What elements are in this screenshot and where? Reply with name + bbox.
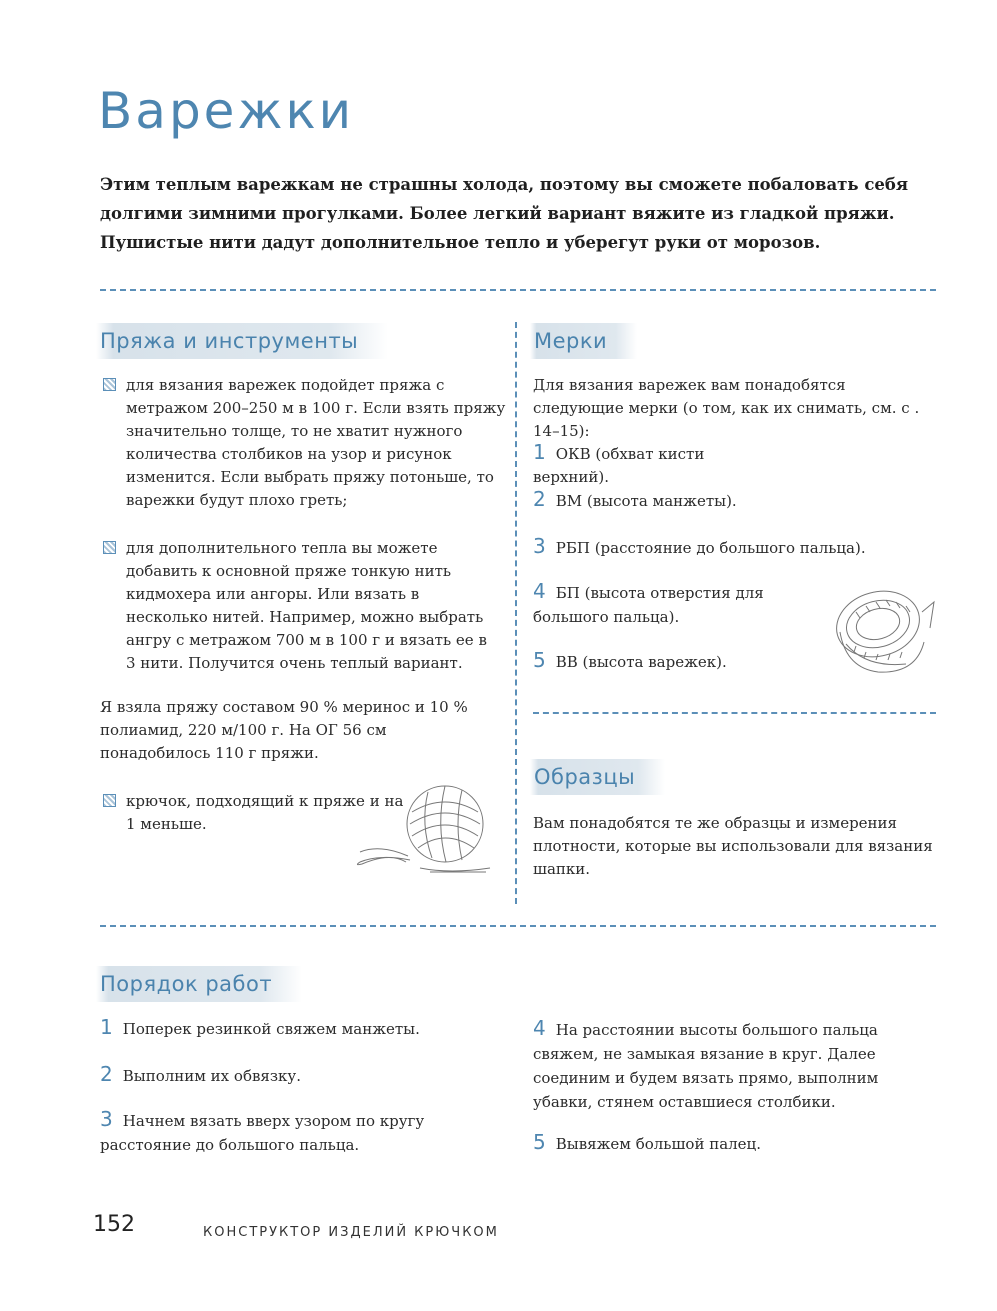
samples-text: Вам понадобятся те же образцы и измерения плотности, которые вы использовали для вязания шапки. — [533, 814, 933, 878]
step-text: Поперек резинкой свяжем манжеты. — [122, 1020, 420, 1038]
step-text: Начнем вязать вверх узором по кругу расстояние до большого пальца. — [100, 1112, 425, 1154]
yarn-bullet-2: для дополнительного тепла вы можете добавить к основной пряже тонкую нить кидмохера или ангоры. Или вязать в несколько нитей. Например, можно выбрать ангру с метражом 700 м в 100 г и вязать ее в 3 нити. Получится очень теплый вариант. — [126, 539, 487, 672]
measure-item — [533, 580, 783, 629]
page-title: Варежки — [98, 82, 355, 140]
measure-text: РБП (расстояние до большого пальца). — [555, 539, 866, 557]
intro-paragraph: Этим теплым варежкам не страшны холода, поэтому вы сможете побаловать себя долгими зимними прогулками. Более легкий вариант вяжите из гладкой пряжи. Пушистые нити дадут дополнительное тепло и уберегут руки от морозов. — [100, 175, 909, 252]
order-heading: Порядок работ — [96, 966, 302, 1002]
measure-text: ВМ (высота манжеты). — [555, 492, 737, 510]
measuring-tape-illustration — [826, 572, 938, 684]
yarn-note: Я взяла пряжу составом 90 % меринос и 10 % полиамид, 220 м/100 г. На ОГ 56 см понадобилось 110 г пряжи. — [100, 698, 468, 762]
samples-heading: Образцы — [530, 759, 665, 795]
book-title: КОНСТРУКТОР ИЗДЕЛИЙ КРЮЧКОМ — [203, 1225, 499, 1240]
yarn-bullet-1: для вязания варежек подойдет пряжа с метражом 200–250 м в 100 г. Если взять пряжу значительно толще, то не хватит нужного количества столбиков на узор и рисунок изменится. Если выбрать пряжу потоньше, то варежки будут плохо греть; — [126, 376, 506, 509]
column-divider — [515, 322, 517, 904]
measure-item — [533, 440, 783, 489]
measure-item — [533, 534, 913, 560]
order-step — [533, 1017, 923, 1114]
measure-item — [533, 648, 783, 674]
order-step — [100, 1108, 500, 1157]
step-number: 3 — [100, 1107, 113, 1131]
measure-number: 5 — [533, 648, 546, 672]
measures-intro: Для вязания варежек вам понадобятся следующие мерки (о том, как их снимать, см. с . 14–15): — [533, 376, 920, 440]
measure-item — [533, 487, 823, 513]
yarn-ball-illustration — [350, 772, 500, 884]
divider-top — [100, 289, 936, 291]
measure-text: ВВ (высота варежек). — [555, 653, 727, 671]
order-step — [100, 1062, 500, 1088]
measure-number: 2 — [533, 487, 546, 511]
measures-heading: Мерки — [530, 323, 637, 359]
yarn-heading: Пряжа и инструменты — [96, 323, 388, 359]
measure-text: ОКВ (обхват кисти верхний). — [533, 445, 705, 486]
step-number: 1 — [100, 1015, 113, 1039]
bullet-square-icon — [103, 378, 116, 391]
order-step — [100, 1015, 500, 1041]
bullet-square-icon — [103, 541, 116, 554]
measure-number: 4 — [533, 579, 546, 603]
step-number: 5 — [533, 1130, 546, 1154]
step-number: 2 — [100, 1062, 113, 1086]
step-number: 4 — [533, 1016, 546, 1040]
bullet-square-icon — [103, 794, 116, 807]
step-text: Вывяжем большой палец. — [555, 1135, 761, 1153]
step-text: На расстоянии высоты большого пальца свяжем, не замыкая вязание в круг. Далее соединим и будем вязать прямо, выполним убавки, стянем оставшиеся столбики. — [533, 1021, 879, 1111]
yarn-bullet-3: крючок, подходящий к пряже и на 1 меньше. — [126, 792, 404, 833]
step-text: Выполним их обвязку. — [122, 1067, 302, 1085]
order-step — [533, 1130, 923, 1156]
measure-number: 3 — [533, 534, 546, 558]
measure-text: БП (высота отверстия для большого пальца). — [533, 584, 764, 626]
measure-number: 1 — [533, 440, 546, 464]
page-number: 152 — [93, 1212, 135, 1237]
divider-right — [533, 712, 936, 714]
divider-bottom — [100, 925, 936, 927]
